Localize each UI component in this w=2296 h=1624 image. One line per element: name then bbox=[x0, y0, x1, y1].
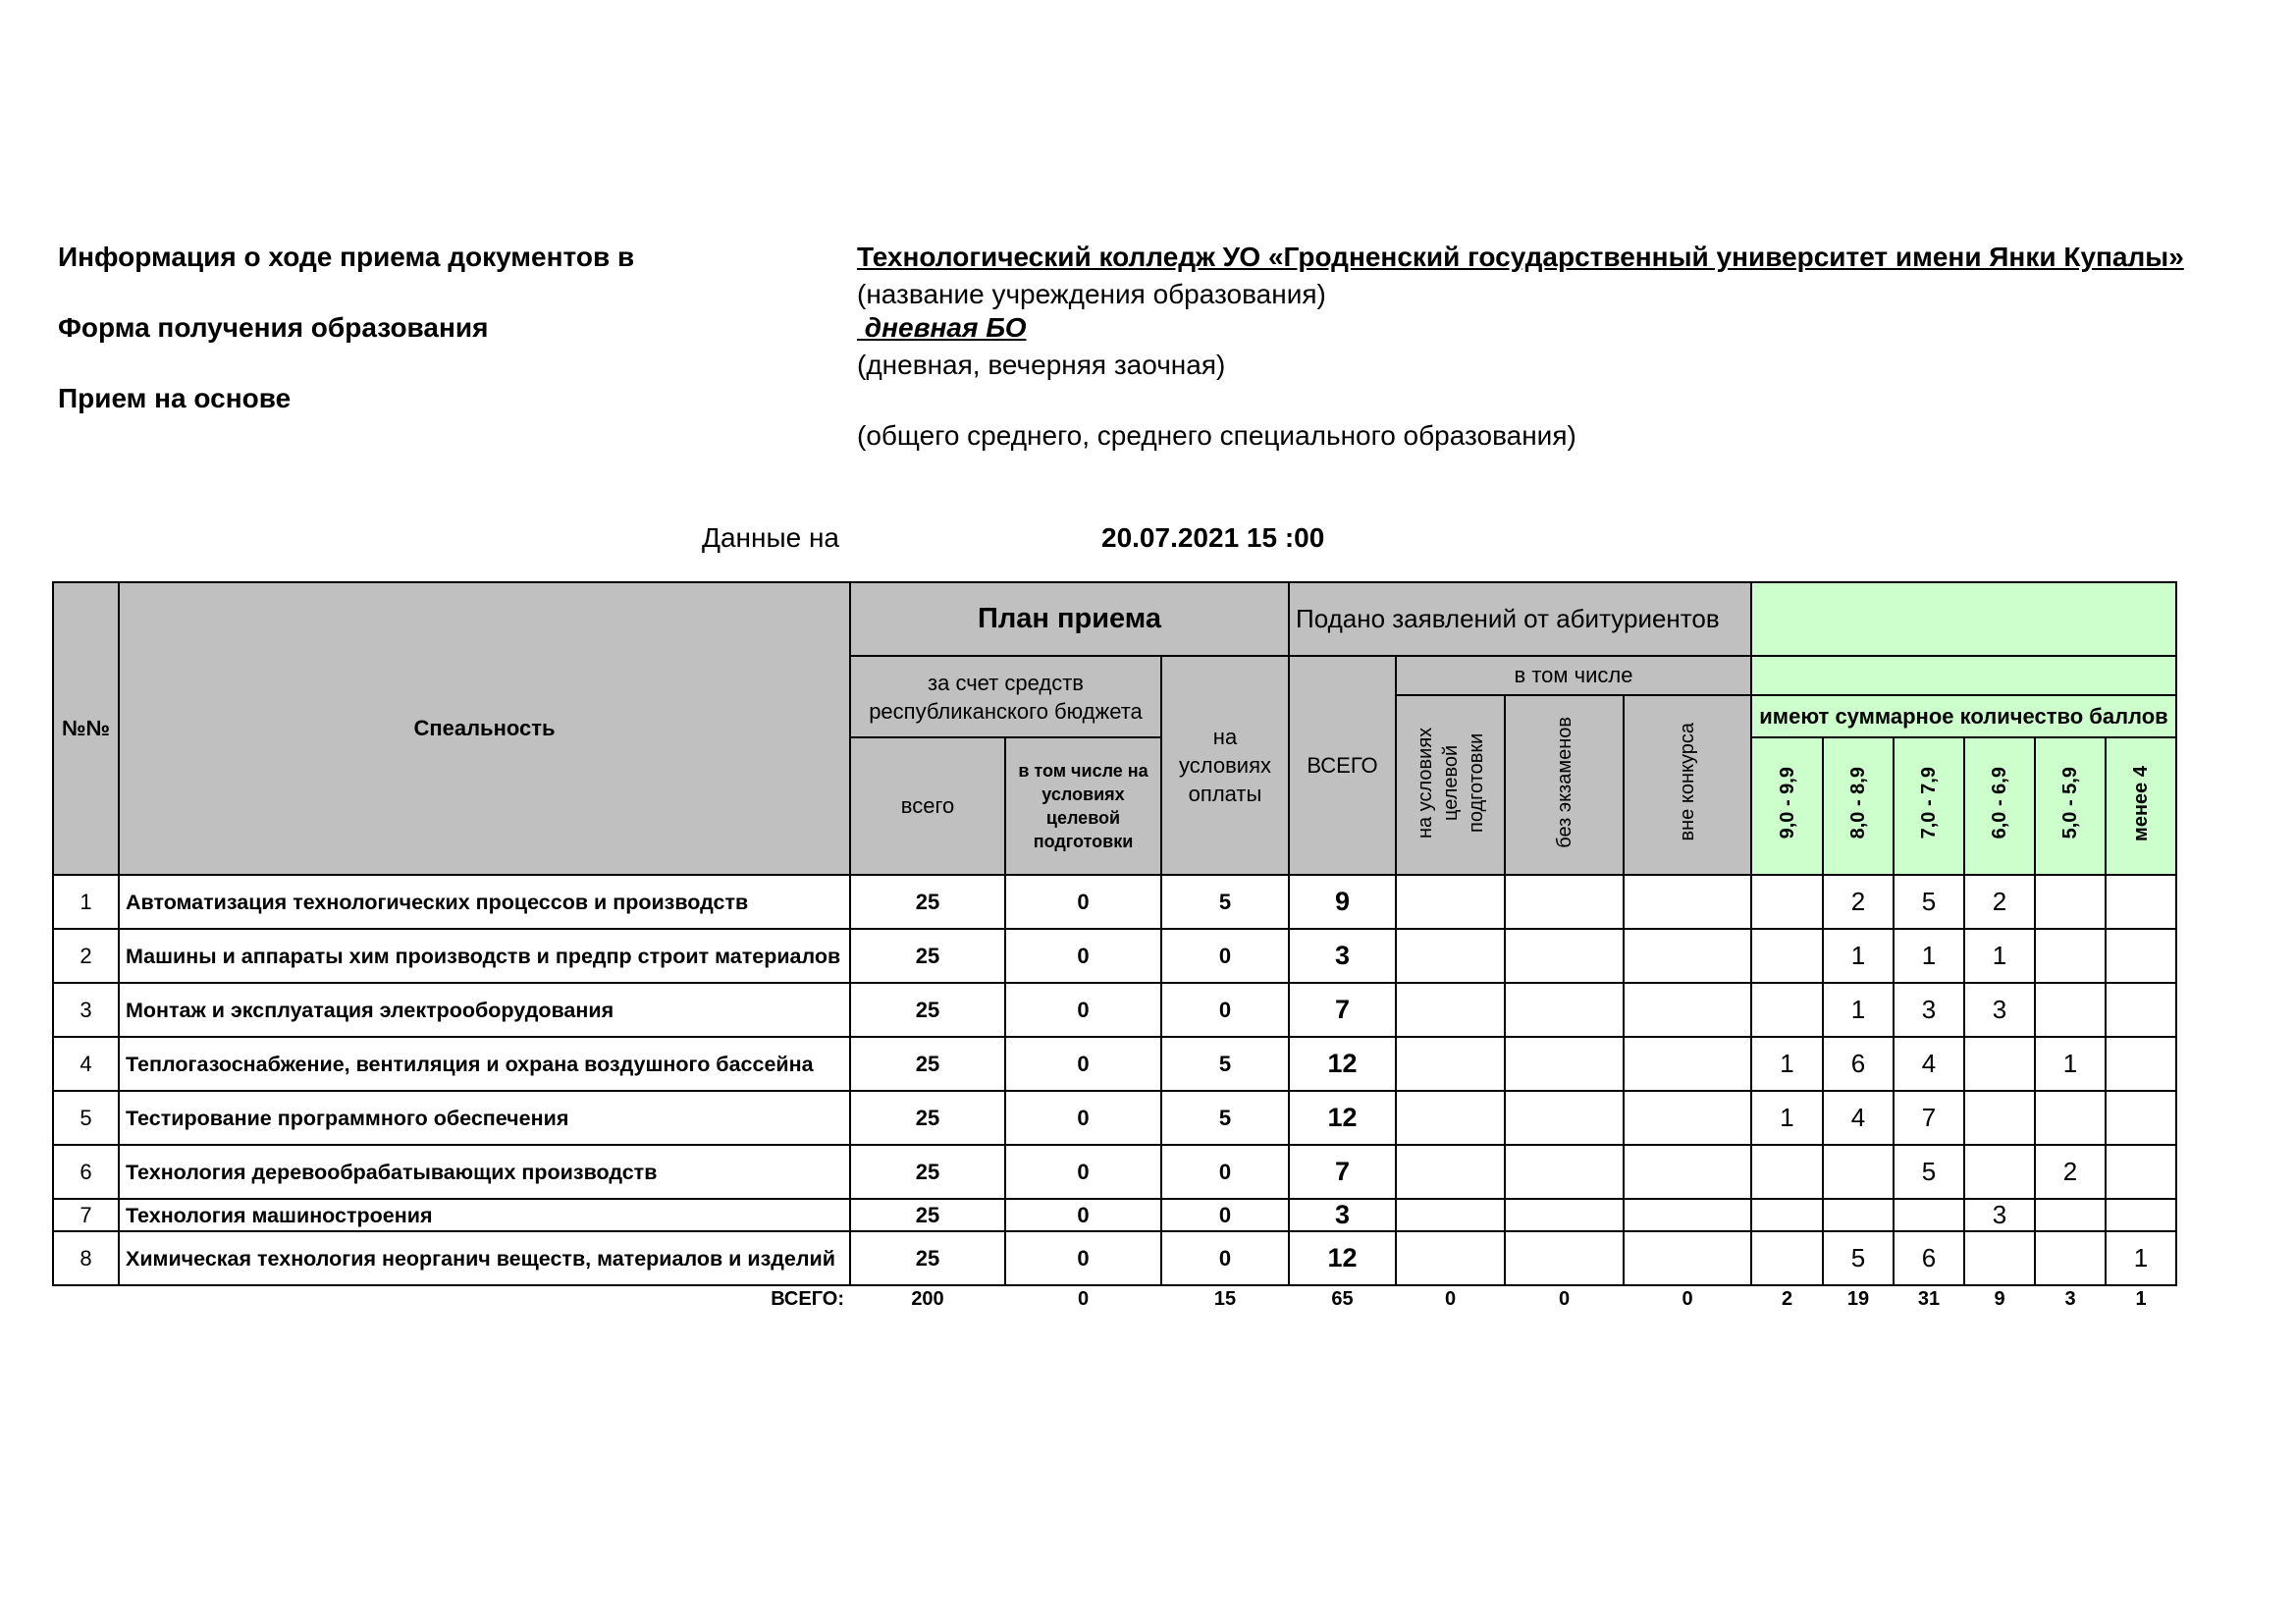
score-cell: 3 bbox=[1964, 1199, 2035, 1231]
score-cell bbox=[1751, 1199, 1823, 1231]
totals-score: 19 bbox=[1846, 1287, 1870, 1310]
budget-total-cell: 25 bbox=[850, 983, 1005, 1037]
paid-cell: 0 bbox=[1161, 1231, 1289, 1285]
score-cell bbox=[2106, 1145, 2176, 1199]
row-number: 6 bbox=[53, 1145, 119, 1199]
score-cell bbox=[2106, 929, 2176, 983]
col-number-header: №№ bbox=[53, 582, 119, 875]
plan-header: План приема bbox=[850, 582, 1289, 656]
totals-score: 31 bbox=[1917, 1287, 1941, 1310]
score-cell bbox=[2106, 1091, 2176, 1145]
score-cell: 7 bbox=[1894, 1091, 1964, 1145]
applied-total-cell: 9 bbox=[1289, 875, 1396, 929]
score-cell bbox=[2035, 1199, 2106, 1231]
budget-target-cell: 0 bbox=[1005, 929, 1161, 983]
data-date-label: Данные на bbox=[702, 522, 839, 553]
score-range-label: 9,0 - 9,9 bbox=[1776, 767, 1798, 839]
table-row bbox=[53, 1231, 2176, 1285]
score-range-header bbox=[1751, 737, 1823, 875]
score-cell bbox=[1964, 1231, 2035, 1285]
score-cell: 2 bbox=[1964, 875, 2035, 929]
score-header: имеют суммарное количество баллов bbox=[1751, 695, 2176, 737]
target-header bbox=[1396, 695, 1505, 875]
green-subheader-blank bbox=[1751, 656, 2176, 695]
score-cell: 1 bbox=[1964, 929, 2035, 983]
target-cell bbox=[1396, 983, 1505, 1037]
score-cell: 1 bbox=[2106, 1231, 2176, 1285]
paid-cell: 0 bbox=[1161, 983, 1289, 1037]
totals-score: 1 bbox=[2135, 1287, 2147, 1310]
score-cell bbox=[1751, 1231, 1823, 1285]
applied-total-cell: 12 bbox=[1289, 1231, 1396, 1285]
score-cell bbox=[2035, 929, 2106, 983]
out-of-competition-cell bbox=[1624, 983, 1751, 1037]
paid-cell: 5 bbox=[1161, 1091, 1289, 1145]
no-exams-cell bbox=[1505, 875, 1624, 929]
budget-total-cell: 25 bbox=[850, 1145, 1005, 1199]
basis-hint: (общего среднего, среднего специального образования) bbox=[857, 420, 1576, 451]
totals-score: 3 bbox=[2064, 1287, 2076, 1310]
budget-target-header: в том числе на условиях целевой подготовки bbox=[1005, 737, 1161, 875]
admissions-table bbox=[52, 581, 2177, 1312]
score-cell: 2 bbox=[1823, 875, 1894, 929]
form-label: Форма получения образования bbox=[58, 312, 489, 343]
specialty-name: Теплогазоснабжение, вентиляция и охрана воздушного бассейна bbox=[119, 1037, 850, 1091]
score-range-label: 5,0 - 5,9 bbox=[2059, 767, 2081, 839]
budget-total-cell: 25 bbox=[850, 929, 1005, 983]
budget-total-cell: 25 bbox=[850, 875, 1005, 929]
score-cell bbox=[2106, 875, 2176, 929]
no-exams-cell bbox=[1505, 1199, 1624, 1231]
score-cell: 1 bbox=[1894, 929, 1964, 983]
score-cell bbox=[2106, 983, 2176, 1037]
totals-score: 9 bbox=[1994, 1287, 2005, 1310]
score-cell bbox=[2106, 1037, 2176, 1091]
target-cell bbox=[1396, 1231, 1505, 1285]
paid-header: на условиях оплаты bbox=[1161, 656, 1289, 875]
basis-label: Прием на основе bbox=[58, 383, 292, 413]
no-exams-header-label: без экзаменов bbox=[1553, 716, 1575, 848]
budget-total-cell: 25 bbox=[850, 1091, 1005, 1145]
budget-target-cell: 0 bbox=[1005, 875, 1161, 929]
score-range-label: 8,0 - 8,9 bbox=[1847, 767, 1869, 839]
score-cell: 1 bbox=[2035, 1037, 2106, 1091]
score-range-header bbox=[1964, 737, 2035, 875]
target-cell bbox=[1396, 1037, 1505, 1091]
budget-target-cell: 0 bbox=[1005, 1091, 1161, 1145]
score-cell bbox=[1964, 1091, 2035, 1145]
score-cell: 5 bbox=[1894, 875, 1964, 929]
target-cell bbox=[1396, 1199, 1505, 1231]
score-cell: 1 bbox=[1823, 983, 1894, 1037]
table-row bbox=[53, 1145, 2176, 1199]
no-exams-cell bbox=[1505, 983, 1624, 1037]
totals-out-of-competition: 0 bbox=[1682, 1287, 1693, 1310]
score-cell bbox=[1894, 1199, 1964, 1231]
score-range-header bbox=[2106, 737, 2176, 875]
applied-total-cell: 3 bbox=[1289, 929, 1396, 983]
table-row bbox=[53, 1091, 2176, 1145]
out-of-competition-cell bbox=[1624, 1037, 1751, 1091]
institution-hint: (название учреждения образования) bbox=[857, 279, 1326, 309]
table-body bbox=[53, 875, 2176, 1312]
score-cell: 2 bbox=[2035, 1145, 2106, 1199]
budget-header: за счет средств республиканского бюджета bbox=[850, 656, 1161, 737]
totals-applied: 65 bbox=[1331, 1287, 1354, 1310]
no-exams-cell bbox=[1505, 929, 1624, 983]
score-cell bbox=[1964, 1145, 2035, 1199]
score-cell bbox=[1823, 1199, 1894, 1231]
score-cell: 1 bbox=[1751, 1091, 1823, 1145]
applied-header: Подано заявлений от абитуриентов bbox=[1289, 582, 1751, 656]
score-cell bbox=[1751, 1145, 1823, 1199]
table-row bbox=[53, 1199, 2176, 1231]
info-label: Информация о ходе приема документов в bbox=[58, 242, 635, 272]
totals-budget-target: 0 bbox=[1077, 1287, 1090, 1310]
green-header-blank bbox=[1751, 582, 2176, 656]
totals-row bbox=[53, 1285, 2176, 1312]
row-number: 5 bbox=[53, 1091, 119, 1145]
applied-total-cell: 12 bbox=[1289, 1091, 1396, 1145]
specialty-name: Машины и аппараты хим производств и предпр строит материалов bbox=[119, 929, 850, 983]
applied-total-cell: 7 bbox=[1289, 1145, 1396, 1199]
data-date-value: 20.07.2021 15 :00 bbox=[1101, 522, 1325, 553]
no-exams-cell bbox=[1505, 1037, 1624, 1091]
paid-cell: 5 bbox=[1161, 1037, 1289, 1091]
table-row bbox=[53, 983, 2176, 1037]
budget-target-cell: 0 bbox=[1005, 983, 1161, 1037]
applied-total-header: ВСЕГО bbox=[1289, 656, 1396, 875]
no-exams-cell bbox=[1505, 1231, 1624, 1285]
out-of-competition-header-label: вне конкурса bbox=[1677, 723, 1698, 841]
score-cell bbox=[2035, 983, 2106, 1037]
budget-target-cell: 0 bbox=[1005, 1037, 1161, 1091]
out-of-competition-cell bbox=[1624, 929, 1751, 983]
score-cell: 4 bbox=[1894, 1037, 1964, 1091]
score-range-header bbox=[1823, 737, 1894, 875]
table-row bbox=[53, 875, 2176, 929]
out-of-competition-cell bbox=[1624, 1231, 1751, 1285]
score-cell bbox=[1964, 1037, 2035, 1091]
row-number: 3 bbox=[53, 983, 119, 1037]
institution-name: Технологический колледж УО «Гродненский государственный университет имени Янки Купалы» bbox=[857, 242, 2184, 272]
table-row bbox=[53, 1037, 2176, 1091]
score-cell: 1 bbox=[1823, 929, 1894, 983]
budget-target-cell: 0 bbox=[1005, 1199, 1161, 1231]
budget-target-cell: 0 bbox=[1005, 1231, 1161, 1285]
budget-total-cell: 25 bbox=[850, 1037, 1005, 1091]
score-cell bbox=[1751, 875, 1823, 929]
score-range-label: менее 4 bbox=[2130, 765, 2152, 841]
out-of-competition-cell bbox=[1624, 1145, 1751, 1199]
no-exams-cell bbox=[1505, 1091, 1624, 1145]
score-cell: 5 bbox=[1823, 1231, 1894, 1285]
target-cell bbox=[1396, 1145, 1505, 1199]
no-exams-header bbox=[1505, 695, 1624, 875]
applied-total-cell: 12 bbox=[1289, 1037, 1396, 1091]
out-of-competition-cell bbox=[1624, 875, 1751, 929]
score-cell: 4 bbox=[1823, 1091, 1894, 1145]
target-cell bbox=[1396, 1091, 1505, 1145]
no-exams-cell bbox=[1505, 1145, 1624, 1199]
score-cell: 6 bbox=[1894, 1231, 1964, 1285]
score-range-header bbox=[1894, 737, 1964, 875]
col-specialty-header: Спеальность bbox=[119, 582, 850, 875]
row-number: 1 bbox=[53, 875, 119, 929]
score-cell: 1 bbox=[1751, 1037, 1823, 1091]
specialty-name: Технология машиностроения bbox=[119, 1199, 850, 1231]
paid-cell: 0 bbox=[1161, 929, 1289, 983]
target-header-label: на условиях целевой подготовки bbox=[1414, 726, 1487, 839]
totals-blank bbox=[53, 1285, 119, 1312]
table-row bbox=[53, 929, 2176, 983]
budget-target-cell: 0 bbox=[1005, 1145, 1161, 1199]
paid-cell: 0 bbox=[1161, 1199, 1289, 1231]
form-hint: (дневная, вечерняя заочная) bbox=[857, 350, 1226, 380]
applied-total-cell: 3 bbox=[1289, 1199, 1396, 1231]
paid-cell: 0 bbox=[1161, 1145, 1289, 1199]
out-of-competition-cell bbox=[1624, 1091, 1751, 1145]
budget-total-header: всего bbox=[850, 737, 1005, 875]
including-header: в том числе bbox=[1396, 656, 1751, 695]
form-value: дневная БО bbox=[857, 312, 1027, 343]
specialty-name: Тестирование программного обеспечения bbox=[119, 1091, 850, 1145]
totals-no-exams: 0 bbox=[1558, 1287, 1571, 1310]
score-cell: 3 bbox=[1894, 983, 1964, 1037]
totals-score: 2 bbox=[1781, 1287, 1793, 1310]
score-cell: 3 bbox=[1964, 983, 2035, 1037]
score-cell bbox=[2035, 1091, 2106, 1145]
score-cell bbox=[2035, 875, 2106, 929]
score-range-header bbox=[2035, 737, 2106, 875]
row-number: 8 bbox=[53, 1231, 119, 1285]
score-range-label: 7,0 - 7,9 bbox=[1918, 767, 1940, 839]
target-cell bbox=[1396, 929, 1505, 983]
score-cell: 5 bbox=[1894, 1145, 1964, 1199]
specialty-name: Монтаж и эксплуатация электрооборудования bbox=[119, 983, 850, 1037]
totals-paid: 15 bbox=[1213, 1287, 1237, 1310]
totals-budget-total: 200 bbox=[911, 1287, 944, 1310]
score-cell bbox=[1823, 1145, 1894, 1199]
applied-total-cell: 7 bbox=[1289, 983, 1396, 1037]
score-cell: 6 bbox=[1823, 1037, 1894, 1091]
score-cell bbox=[1751, 983, 1823, 1037]
totals-label: ВСЕГО: bbox=[771, 1287, 844, 1310]
score-cell bbox=[1751, 929, 1823, 983]
budget-total-cell: 25 bbox=[850, 1199, 1005, 1231]
row-number: 4 bbox=[53, 1037, 119, 1091]
paid-cell: 5 bbox=[1161, 875, 1289, 929]
specialty-name: Автоматизация технологических процессов и производств bbox=[119, 875, 850, 929]
specialty-name: Химическая технология неорганич веществ, материалов и изделий bbox=[119, 1231, 850, 1285]
specialty-name: Технология деревообрабатывающих производств bbox=[119, 1145, 850, 1199]
score-cell bbox=[2035, 1231, 2106, 1285]
target-cell bbox=[1396, 875, 1505, 929]
out-of-competition-header bbox=[1624, 695, 1751, 875]
budget-total-cell: 25 bbox=[850, 1231, 1005, 1285]
row-number: 2 bbox=[53, 929, 119, 983]
totals-target: 0 bbox=[1444, 1287, 1457, 1310]
score-range-label: 6,0 - 6,9 bbox=[1989, 767, 2010, 839]
row-number: 7 bbox=[53, 1199, 119, 1231]
out-of-competition-cell bbox=[1624, 1199, 1751, 1231]
score-cell bbox=[2106, 1199, 2176, 1231]
